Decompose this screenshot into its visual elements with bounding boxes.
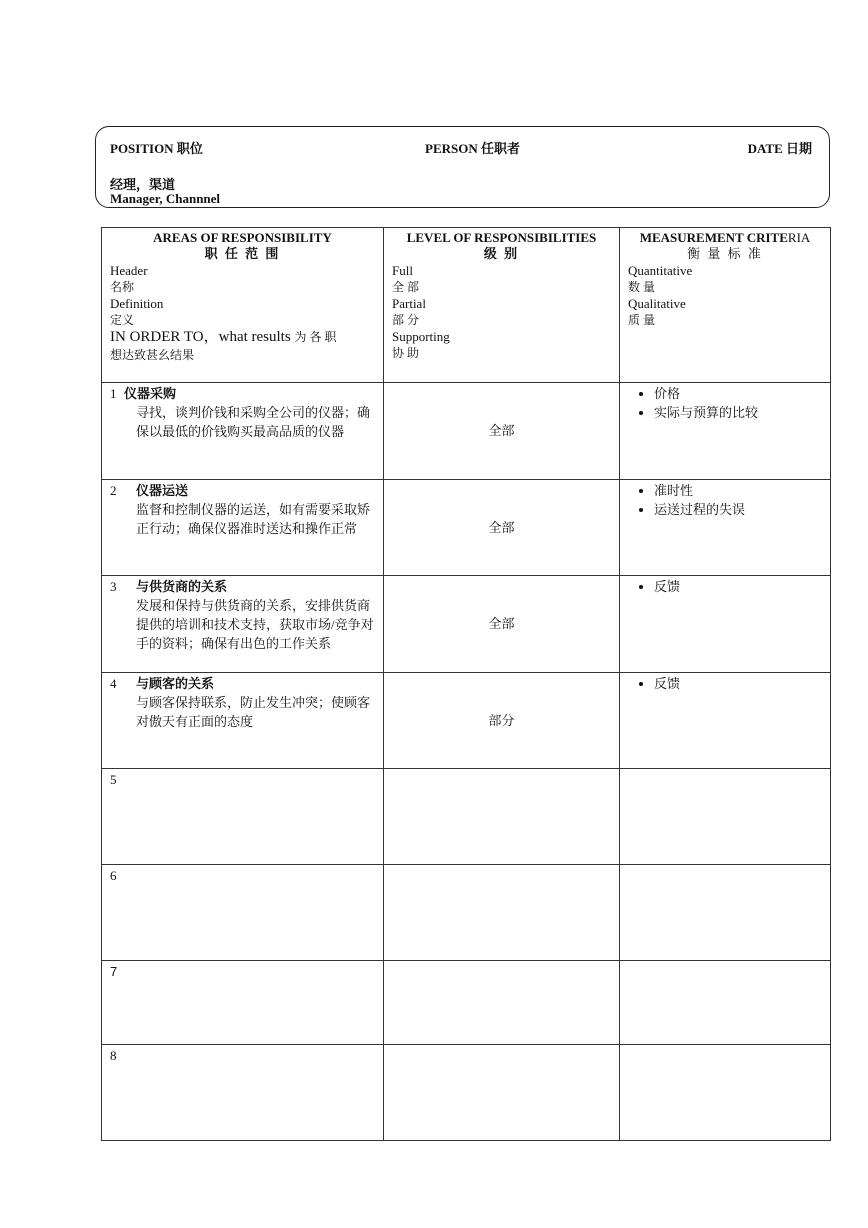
area-cell (102, 383, 384, 480)
criteria-title (620, 228, 830, 246)
criteria-item: • 运送过程的失误 (654, 500, 830, 519)
position-value-cn: 经理，渠道 (110, 177, 176, 192)
criteria-quant-cn: 数 量 (628, 280, 656, 294)
level-cell (384, 865, 620, 961)
criteria-item: • 反馈 (654, 674, 830, 693)
date-label: DATE 日期 (747, 141, 812, 156)
areas-title-cn: 职 任 范 围 (204, 246, 281, 261)
area-cell (102, 673, 384, 769)
level-header-cell (384, 228, 620, 383)
area-description: 发展和保持与供货商的关系，安排供货商提供的培训和技术支持，获取市场/竞争对手的资料；确保有出色的工作关系 (136, 598, 374, 651)
area-cell (102, 1045, 384, 1141)
level-value: 全部 (488, 519, 515, 535)
criteria-list (620, 480, 830, 519)
person-label: PERSON 任职者 (425, 141, 520, 156)
areas-order-en: IN ORDER TO，what results (110, 329, 291, 345)
areas-order-cn2: 想达致甚幺结果 (110, 348, 195, 362)
area-heading (102, 480, 383, 500)
area-title: 与顾客的关系 (136, 676, 215, 691)
level-supporting-en: Supporting (392, 329, 450, 344)
areas-header-cn: 名称 (110, 280, 135, 294)
criteria-cell (620, 480, 831, 576)
level-cell (384, 673, 620, 769)
level-value: 全部 (488, 616, 515, 631)
level-supporting-cn: 协 助 (392, 346, 420, 360)
area-cell (102, 865, 384, 961)
row-number: 2 (110, 483, 117, 498)
row-number: 3 (110, 579, 117, 594)
areas-title: AREAS OF RESPONSIBILITY (153, 230, 332, 245)
areas-order-cn: 为 各 职 (294, 330, 337, 344)
area-heading (102, 961, 383, 981)
area-heading (102, 383, 383, 403)
areas-definition-cn: 定义 (110, 313, 135, 327)
criteria-header-cell (620, 228, 831, 383)
level-full-en: Full (392, 263, 413, 278)
level-cell (384, 769, 620, 865)
table-row (102, 383, 831, 480)
areas-header-cell (102, 228, 384, 383)
area-title: 仪器采购 (124, 386, 177, 401)
position-label: POSITION 职位 (110, 141, 203, 156)
level-cell (384, 576, 620, 673)
row-number: 1 (110, 386, 117, 401)
level-cell (384, 1045, 620, 1141)
area-cell (102, 480, 384, 576)
row-number: 5 (110, 772, 117, 787)
row-number: 8 (110, 1048, 117, 1063)
row-number: 7 (110, 964, 118, 979)
level-value: 全部 (488, 423, 515, 438)
criteria-item: • 准时性 (654, 481, 830, 500)
criteria-item: • 价格 (654, 384, 830, 403)
table-row (102, 769, 831, 865)
criteria-cell (620, 865, 831, 961)
criteria-list (620, 383, 830, 422)
criteria-title-rest: RIA (787, 230, 811, 245)
criteria-item: • 实际与预算的比较 (654, 403, 830, 422)
level-full-cn: 全 部 (392, 280, 420, 294)
criteria-list (620, 576, 830, 596)
area-cell (102, 769, 384, 865)
areas-header-en: Header (110, 263, 148, 278)
area-heading (102, 673, 383, 693)
criteria-item: • 反馈 (654, 577, 830, 596)
table-row (102, 576, 831, 673)
criteria-quant-en: Quantitative (628, 263, 693, 278)
criteria-title-bold: MEASUREMENT CRITE (639, 230, 788, 245)
criteria-qual-cn: 质 量 (628, 313, 656, 327)
table-row (102, 1045, 831, 1141)
level-value: 部分 (488, 712, 515, 728)
table-row (102, 673, 831, 769)
area-description: 寻找，谈判价钱和采购全公司的仪器；确保以最低的价钱购买最高品质的仪器 (136, 405, 371, 439)
area-description: 与顾客保持联系，防止发生冲突；使顾客对傲天有正面的态度 (136, 695, 371, 729)
table-row (102, 480, 831, 576)
area-heading (102, 1045, 383, 1065)
criteria-list (620, 673, 830, 693)
level-cell (384, 480, 620, 576)
area-heading (102, 769, 383, 789)
criteria-cell (620, 961, 831, 1045)
area-description: 监督和控制仪器的运送，如有需要采取矫正行动；确保仪器准时送达和操作正常 (136, 502, 371, 536)
row-number: 6 (110, 868, 117, 883)
criteria-title-cn: 衡 量 标 准 (687, 246, 763, 261)
table-row (102, 961, 831, 1045)
area-cell (102, 961, 384, 1045)
area-title: 与供货商的关系 (136, 579, 228, 594)
row-number: 4 (110, 676, 117, 691)
criteria-cell (620, 673, 831, 769)
responsibility-table (101, 227, 831, 1141)
criteria-cell (620, 576, 831, 673)
level-title: LEVEL OF RESPONSIBILITIES (406, 230, 597, 245)
table-header-row (102, 228, 831, 383)
area-heading (102, 576, 383, 596)
areas-definition-en: Definition (110, 296, 164, 311)
criteria-cell (620, 1045, 831, 1141)
area-title: 仪器运送 (136, 483, 189, 498)
criteria-cell (620, 769, 831, 865)
criteria-qual-en: Qualitative (628, 296, 686, 311)
level-partial-en: Partial (392, 296, 426, 311)
table-row (102, 865, 831, 961)
area-heading (102, 865, 383, 885)
criteria-cell (620, 383, 831, 480)
level-cell (384, 961, 620, 1045)
area-cell (102, 576, 384, 673)
level-partial-cn: 部 分 (392, 313, 420, 327)
position-header-box (95, 126, 830, 208)
position-value-en: Manager, Channnel (110, 191, 221, 206)
level-cell (384, 383, 620, 480)
level-title-cn: 级 别 (483, 246, 520, 261)
areas-order-line (102, 328, 383, 347)
